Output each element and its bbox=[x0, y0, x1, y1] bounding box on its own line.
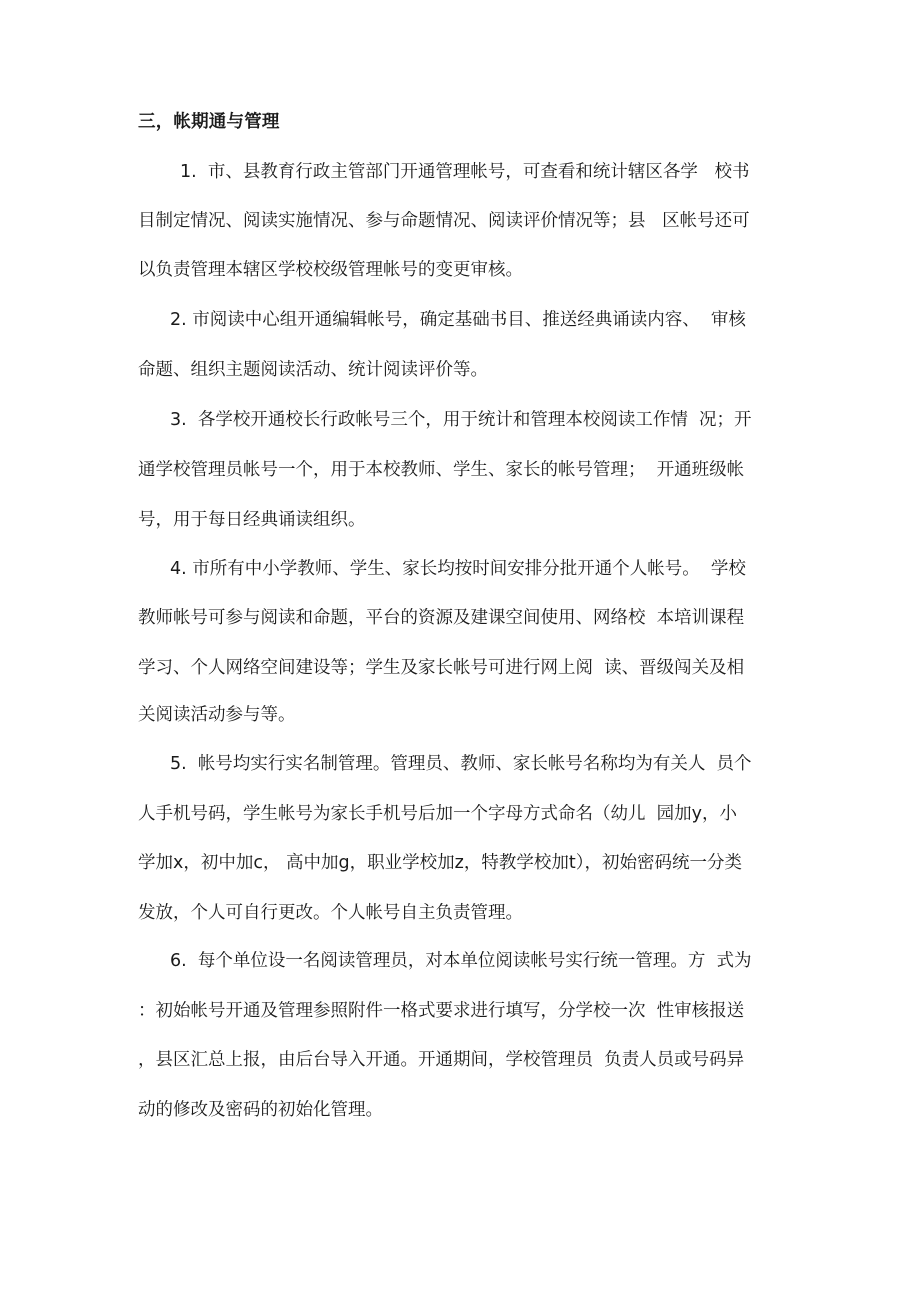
paragraph-1-line-1: 1. 市、县教育行政主管部门开通管理帐号，可查看和统计辖区各学 校书 bbox=[180, 162, 750, 182]
paragraph-2-line-1: 2. 市阅读中心组开通编辑帐号，确定基础书目、推送经典诵读内容、 审核 bbox=[170, 310, 746, 330]
paragraph-1-line-3: 以负责管理本辖区学校校级管理帐号的变更审核。 bbox=[138, 260, 523, 280]
paragraph-3-line-2: 通学校管理员帐号一个，用于本校教师、学生、家长的帐号管理； 开通班级帐 bbox=[138, 460, 745, 480]
paragraph-6-line-2: ：初始帐号开通及管理参照附件一格式要求进行填写，分学校一次 性审核报送 bbox=[138, 1001, 745, 1021]
paragraph-6-line-1: 6. 每个单位设一名阅读管理员，对本单位阅读帐号实行统一管理。方 式为 bbox=[170, 951, 752, 971]
paragraph-3-line-3: 号，用于每日经典诵读组织。 bbox=[138, 510, 366, 530]
paragraph-5-line-1: 5. 帐号均实行实名制管理。管理员、教师、家长帐号名称均为有关人 员个 bbox=[170, 754, 752, 774]
paragraph-4-line-1: 4. 市所有中小学教师、学生、家长均按时间安排分批开通个人帐号。 学校 bbox=[170, 559, 746, 579]
paragraph-5-line-4: 发放，个人可自行更改。个人帐号自主负责管理。 bbox=[138, 903, 523, 923]
paragraph-3-line-1: 3. 各学校开通校长行政帐号三个，用于统计和管理本校阅读工作情 况；开 bbox=[170, 410, 752, 430]
section-heading: 三，帐期通与管理 bbox=[138, 112, 280, 132]
paragraph-4-line-2: 教师帐号可参与阅读和命题，平台的资源及建课空间使用、网络校 本培训课程 bbox=[138, 608, 745, 628]
paragraph-6-line-4: 动的修改及密码的初始化管理。 bbox=[138, 1100, 383, 1120]
paragraph-2-line-2: 命题、组织主题阅读活动、统计阅读评价等。 bbox=[138, 360, 488, 380]
paragraph-1-line-2: 目制定情况、阅读实施情况、参与命题情况、阅读评价情况等；县 区帐号还可 bbox=[138, 211, 750, 231]
paragraph-5-line-2: 人手机号码，学生帐号为家长手机号后加一个字母方式命名（幼儿 园加y，小 bbox=[138, 804, 737, 824]
paragraph-6-line-3: ，县区汇总上报，由后台导入开通。开通期间，学校管理员 负责人员或号码异 bbox=[138, 1050, 745, 1070]
paragraph-5-line-3: 学加x，初中加c， 高中加g，职业学校加z，特教学校加t），初始密码统一分类 bbox=[138, 853, 742, 873]
paragraph-4-line-4: 关阅读活动参与等。 bbox=[138, 705, 296, 725]
paragraph-4-line-3: 学习、个人网络空间建设等；学生及家长帐号可进行网上阅 读、晋级闯关及相 bbox=[138, 658, 745, 678]
